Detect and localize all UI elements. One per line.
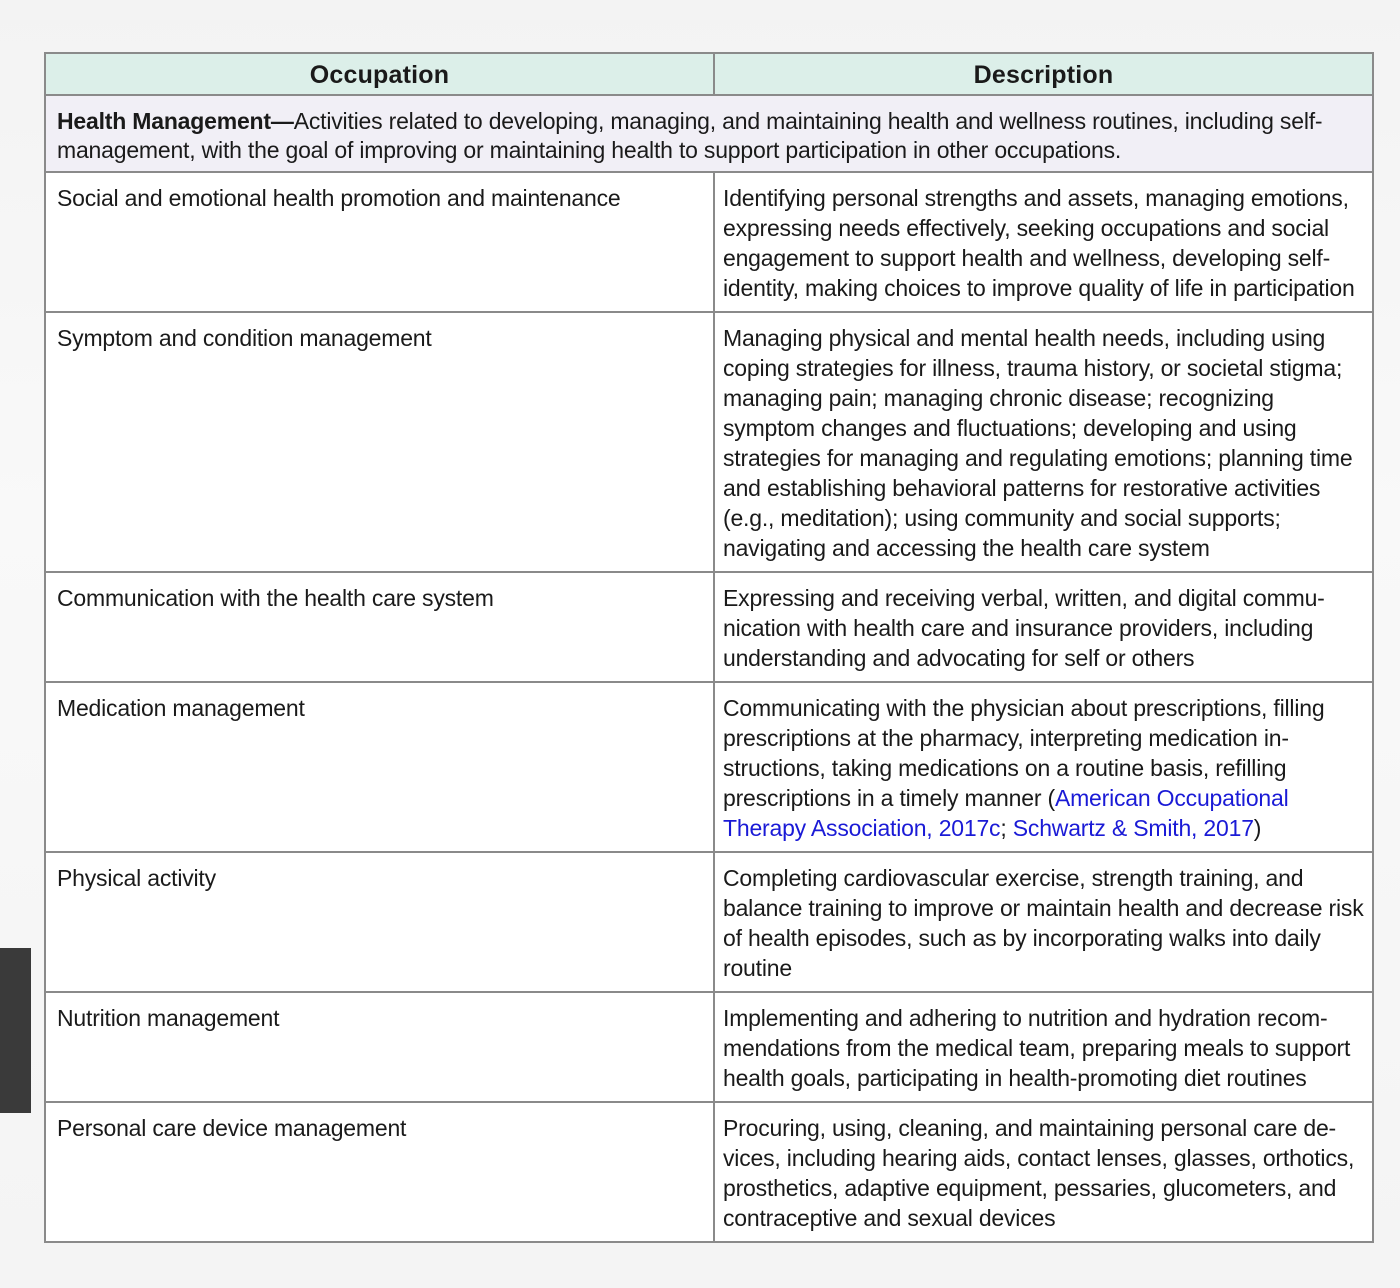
category-dash: — [270, 108, 294, 134]
citation-separator: ; [1000, 815, 1013, 841]
occupation-cell: Symptom and condition management [45, 312, 714, 572]
category-cell [45, 95, 1373, 172]
description-cell: Managing physical and mental health needs, including using coping strategies for illness, trauma history, or societal stigma; managing pain; managing chronic disease; recognizing symptom changes and fluctuations; developing and using strategies for managing and regulating emotions; planning time and establishing behavioral patterns for restorative activities (e.g., meditation); using community and social supports; navigating and accessing the health care system [714, 312, 1373, 572]
table-row [45, 572, 1373, 682]
occupation-cell: Nutrition management [45, 992, 714, 1102]
table-row [45, 1102, 1373, 1242]
header-occupation: Occupation [45, 53, 714, 95]
description-text-end: ) [1253, 815, 1262, 841]
description-text: Communicating with the physician about prescriptions, filling prescriptions at the pharmacy, interpreting medication in-structions, taking medications on a routine basis, refilling prescriptions in a timely manner ( [723, 695, 1325, 811]
table-row [45, 852, 1373, 992]
occupation-table [44, 52, 1374, 1243]
table-row [45, 992, 1373, 1102]
side-tab-marker [0, 948, 31, 1113]
description-cell: Implementing and adhering to nutrition and hydration recom-mendations from the medical team, preparing meals to support health goals, participating in health-promoting diet routines [714, 992, 1373, 1102]
description-cell: Procuring, using, cleaning, and maintaining personal care de-vices, including hearing aids, contact lenses, glasses, orthotics, prosthetics, adaptive equipment, pessaries, glucometers, and contraceptive and sexual devices [714, 1102, 1373, 1242]
citation-link-schwartz-smith-2017[interactable]: Schwartz & Smith, 2017 [1012, 815, 1254, 841]
description-cell: Expressing and receiving verbal, written, and digital commu-nication with health care and insurance providers, including understanding and advocating for self or others [714, 572, 1373, 682]
table-row [45, 312, 1373, 572]
occupation-cell: Communication with the health care system [45, 572, 714, 682]
category-row [45, 95, 1373, 172]
table-row [45, 172, 1373, 312]
table-header-row [45, 53, 1373, 95]
description-cell [714, 682, 1373, 852]
description-cell: Identifying personal strengths and assets, managing emotions, expressing needs effectively, seeking occupations and social engagement to support health and wellness, developing self-identity, making choices to improve quality of life in participation [714, 172, 1373, 312]
occupation-cell: Personal care device management [45, 1102, 714, 1242]
category-description: Activities related to developing, managing, and maintaining health and wellness routines, including self-management, with the goal of improving or maintaining health to support participation in other occupations. [57, 108, 1323, 163]
occupation-cell: Physical activity [45, 852, 714, 992]
citation-link-aota-2017c[interactable]: American Occupational Therapy Association, 2017c [723, 785, 1289, 841]
occupation-cell: Social and emotional health promotion and maintenance [45, 172, 714, 312]
description-cell: Completing cardiovascular exercise, strength training, and balance training to improve or maintain health and decrease risk of health episodes, such as by incorporating walks into daily routine [714, 852, 1373, 992]
category-title: Health Management [57, 108, 271, 134]
table-row [45, 682, 1373, 852]
header-description: Description [714, 53, 1373, 95]
occupation-cell: Medication management [45, 682, 714, 852]
